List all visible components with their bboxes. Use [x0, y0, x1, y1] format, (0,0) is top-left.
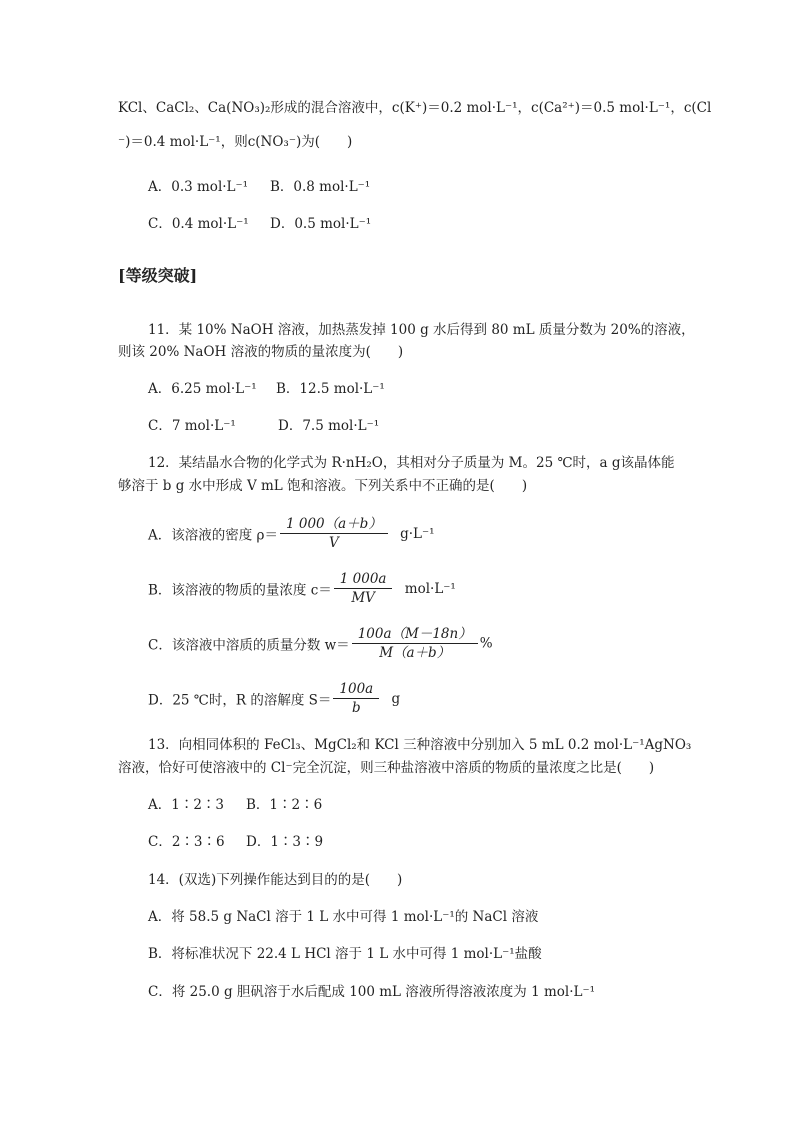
q12-option-b-prefix: B．该溶液的物质的量浓度 c＝: [148, 582, 332, 599]
q10-stem-line2: ⁻)＝0.4 mol·L⁻¹，则c(NO₃⁻)为( ): [118, 134, 353, 150]
q13-option-c: C．2∶3∶6: [148, 834, 225, 850]
q11-option-c: C．7 mol·L⁻¹: [148, 418, 236, 434]
q12-option-a-fraction: [280, 515, 388, 552]
q12-option-b: [148, 570, 456, 607]
q12-option-b-denominator: MV: [351, 590, 375, 606]
q10-option-b: B．0.8 mol·L⁻¹: [270, 179, 371, 195]
q12-option-d-prefix: D．25 ℃时，R 的溶解度 S＝: [148, 692, 332, 709]
q13-option-d: D．1∶3∶9: [246, 834, 324, 850]
q12-option-d: [148, 680, 400, 717]
q12-option-c-unit: %: [479, 635, 493, 652]
q10-option-d: D．0.5 mol·L⁻¹: [270, 216, 372, 232]
q12-option-c-numerator: 100a（M－18n）: [352, 625, 478, 644]
q12-option-a-prefix: A．该溶液的密度 ρ＝: [148, 527, 278, 544]
q12-option-d-denominator: b: [351, 700, 361, 716]
q13-option-a: A．1∶2∶3: [148, 797, 225, 813]
q14-option-b: B．将标准状况下 22.4 L HCl 溶于 1 L 水中可得 1 mol·L⁻¹盐酸: [148, 946, 542, 962]
section-heading: [等级突破]: [118, 266, 198, 285]
q10-stem-line1: KCl、CaCl₂、Ca(NO₃)₂形成的混合溶液中，c(K⁺)＝0.2 mol·L⁻¹，c(Ca²⁺)＝0.5 mol·L⁻¹，c(Cl: [118, 100, 712, 116]
q12-option-b-unit: mol·L⁻¹: [404, 580, 456, 597]
q12-option-c: [148, 625, 493, 662]
q10-option-c: C．0.4 mol·L⁻¹: [148, 216, 249, 232]
q13-stem-line1: 13．向相同体积的 FeCl₃、MgCl₂和 KCl 三种溶液中分别加入 5 mL 0.2 mol·L⁻¹AgNO₃: [148, 737, 692, 753]
q10-option-a: A．0.3 mol·L⁻¹: [148, 179, 249, 195]
q11-option-b: B．12.5 mol·L⁻¹: [276, 381, 385, 397]
q12-stem-line2: 够溶于 b g 水中形成 V mL 饱和溶液。下列关系中不正确的是( ): [118, 478, 528, 494]
q14-stem: 14．(双选)下列操作能达到目的的是( ): [148, 872, 403, 888]
q12-option-d-numerator: 100a: [333, 680, 379, 699]
q13-stem-line2: 溶液，恰好可使溶液中的 Cl⁻完全沉淀，则三种盐溶液中溶质的物质的量浓度之比是( ): [118, 760, 655, 776]
q12-option-d-unit: g: [391, 690, 401, 707]
q11-stem-line1: 11．某 10% NaOH 溶液，加热蒸发掉 100 g 水后得到 80 mL 质量分数为 20%的溶液，: [148, 322, 695, 338]
q12-option-a: [148, 515, 435, 552]
q12-option-a-denominator: V: [329, 535, 339, 551]
q11-stem-line2: 则该 20% NaOH 溶液的物质的量浓度为( ): [118, 344, 404, 360]
q12-stem-line1: 12．某结晶水合物的化学式为 R·nH₂O，其相对分子质量为 M。25 ℃时，a g该晶体能: [148, 455, 675, 471]
q12-option-c-prefix: C．该溶液中溶质的质量分数 w＝: [148, 637, 350, 654]
q14-option-a: A．将 58.5 g NaCl 溶于 1 L 水中可得 1 mol·L⁻¹的 NaCl 溶液: [148, 909, 539, 925]
q12-option-a-unit: g·L⁻¹: [400, 525, 435, 542]
q13-option-b: B．1∶2∶6: [246, 797, 323, 813]
q11-option-d: D．7.5 mol·L⁻¹: [278, 418, 380, 434]
q12-option-c-denominator: M（a＋b）: [379, 645, 451, 661]
q12-option-b-numerator: 1 000a: [334, 570, 393, 589]
q12-option-b-fraction: [334, 570, 393, 607]
q14-option-c: C．将 25.0 g 胆矾溶于水后配成 100 mL 溶液所得溶液浓度为 1 mol·L⁻¹: [148, 984, 596, 1000]
q12-option-a-numerator: 1 000（a＋b）: [280, 515, 388, 534]
q11-option-a: A．6.25 mol·L⁻¹: [148, 381, 257, 397]
q12-option-c-fraction: [352, 625, 478, 662]
q12-option-d-fraction: [333, 680, 379, 717]
